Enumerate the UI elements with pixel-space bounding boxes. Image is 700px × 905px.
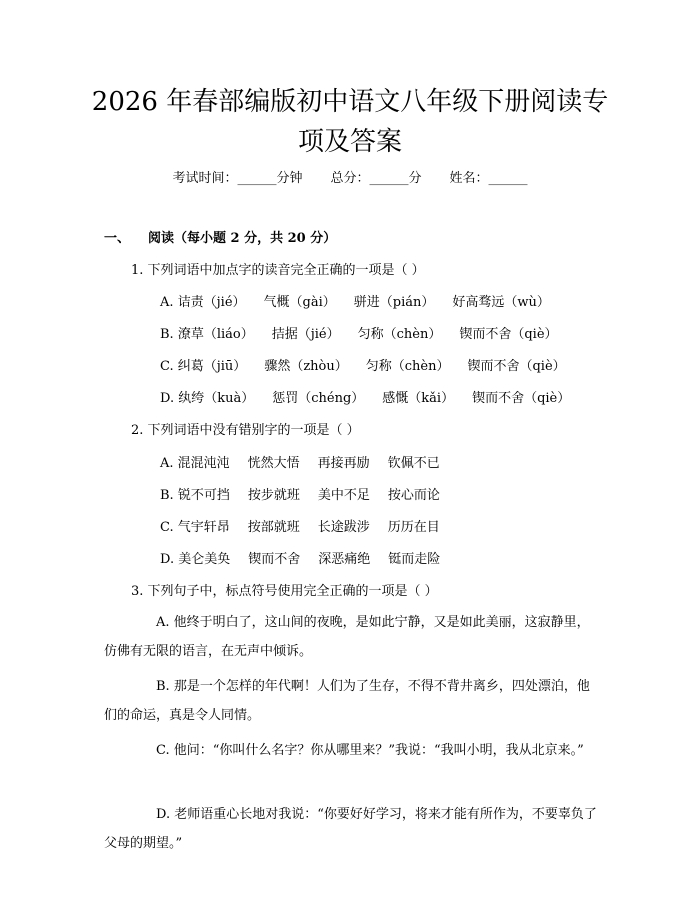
option-term: B. 潦草（liáo） xyxy=(160,327,254,342)
option-term: 感慨（kǎi） xyxy=(382,391,455,406)
question-3-option-b: B. 那是一个怎样的年代啊！人们为了生存，不得不背井离乡，四处漂泊，他们的命运，真是令人同情。 xyxy=(104,679,590,723)
option-term: 匀称（chèn） xyxy=(365,359,450,374)
question-3-option-d: D. 老师语重心长地对我说：“你要好好学习，将来才能有所作为，不要辜负了父母的期望。” xyxy=(104,807,597,851)
question-3-stem: 3. 下列句子中，标点符号使用完全正确的一项是（ ） xyxy=(131,584,438,599)
option-term: C. 纠葛（jiū） xyxy=(160,359,247,374)
option-term: 美中不足 xyxy=(317,488,370,503)
option-term: D. 纨绔（kuà） xyxy=(160,391,255,406)
option-term: A. 诘责（jié） xyxy=(160,295,246,310)
option-term: 锲而不舍 xyxy=(248,552,301,567)
option-term: 骤然（zhòu） xyxy=(264,359,348,374)
option-term: 拮据（jié） xyxy=(271,327,340,342)
section-number: 一、 xyxy=(104,231,131,246)
option-term: 按心而论 xyxy=(387,488,440,503)
question-1-stem: 1. 下列词语中加点字的读音完全正确的一项是（ ） xyxy=(131,263,425,278)
exam-time-field: 考试时间：______分钟 xyxy=(172,171,303,186)
option-term: D. 美仑美奂 xyxy=(160,552,231,567)
question-1-option-b xyxy=(160,326,576,344)
title-line-1: 2026 年春部编版初中语文八年级下册阅读专 xyxy=(91,87,609,117)
section-heading xyxy=(104,230,336,248)
question-1-option-c xyxy=(160,358,584,376)
option-term: 好高骛远（wù） xyxy=(452,295,550,310)
option-term: 匀称（chèn） xyxy=(357,327,442,342)
option-term: B. 锐不可挡 xyxy=(160,488,230,503)
option-term: 气概（gài） xyxy=(263,295,336,310)
question-2-option-c xyxy=(160,519,458,537)
option-term: 再接再励 xyxy=(317,456,370,471)
option-term: A. 混混沌沌 xyxy=(160,456,230,471)
option-term: 惩罚（chéng） xyxy=(272,391,365,406)
exam-title xyxy=(80,82,620,162)
question-2-option-d xyxy=(160,551,458,569)
title-line-2: 项及答案 xyxy=(297,127,402,157)
question-1-option-a xyxy=(160,294,568,312)
option-term: 长途跋涉 xyxy=(317,520,370,535)
option-term: 按部就班 xyxy=(247,520,300,535)
question-3-option-c: C. 他问：“你叫什么名字？你从哪里来？”我说：“我叫小明，我从北京来。” xyxy=(156,743,584,758)
option-term: 深恶痛绝 xyxy=(318,552,371,567)
exam-info-line xyxy=(0,170,700,188)
option-term: 锲而不舍（qiè） xyxy=(467,359,566,374)
question-2-option-a xyxy=(160,455,458,473)
student-name-field: 姓名：______ xyxy=(449,171,528,186)
total-score-field: 总分：______分 xyxy=(330,171,422,186)
section-label: 阅读（每小题 2 分，共 20 分） xyxy=(148,231,337,246)
option-term: 历历在目 xyxy=(387,520,440,535)
question-1-option-d xyxy=(160,390,588,408)
question-2-option-b xyxy=(160,487,458,505)
option-term: C. 气宇轩昂 xyxy=(160,520,230,535)
option-term: 钦佩不已 xyxy=(387,456,440,471)
option-term: 按步就班 xyxy=(247,488,300,503)
option-term: 锲而不舍（qiè） xyxy=(472,391,571,406)
question-3-option-a: A. 他终于明白了，这山间的夜晚，是如此宁静，又是如此美丽，这寂静里，仿佛有无限的语言，在无声中倾诉。 xyxy=(104,615,590,659)
option-term: 铤而走险 xyxy=(388,552,441,567)
question-2-stem: 2. 下列词语中没有错别字的一项是（ ） xyxy=(131,423,360,438)
option-term: 恍然大悟 xyxy=(247,456,300,471)
option-term: 锲而不舍（qiè） xyxy=(459,327,558,342)
option-term: 骈进（pián） xyxy=(353,295,435,310)
